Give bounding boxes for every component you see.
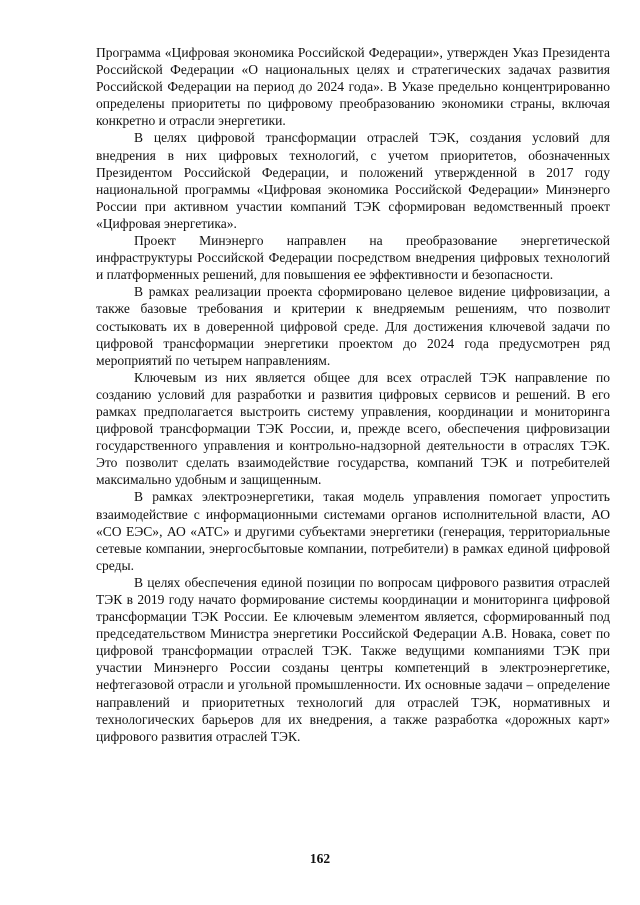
paragraph-4: В рамках реализации проекта сформировано целевое видение цифровизации, а также базовые требования и критерии к внедряемым решениям, что позволит состыковать их в доверенной цифровой среде. Для достижения ключевой задачи по цифровой трансформации энергетики проектом до 2024 года предусмотрен ряд мероприятий по четырем направлениям. (96, 284, 610, 368)
paragraph-5: Ключевым из них является общее для всех отраслей ТЭК направление по созданию условий для разработки и развития цифровых сервисов и решений. В его рамках предполагается выстроить систему управления, координации и мониторинга цифровой трансформации ТЭК России, и, прежде всего, обеспечения цифровизации государственного управления и контрольно-надзорной деятельности в отраслях ТЭК. Это позволит сделать взаимодействие государства, компаний ТЭК и потребителей максимально удобным и защищенным. (96, 369, 610, 488)
paragraph-2: В целях цифровой трансформации отраслей ТЭК, создания условий для внедрения в них цифровых технологий, с учетом приоритетов, обозначенных Президентом Российской Федерации, и положений утвержденной в 2017 году национальной программы «Цифровая экономика Российской Федерации» Минэнерго России при активном участии компаний ТЭК сформирован ведомственный проект «Цифровая энергетика». (96, 130, 610, 231)
paragraph-7: В целях обеспечения единой позиции по вопросам цифрового развития отраслей ТЭК в 2019 году начато формирование системы координации и мониторинга цифровой трансформации ТЭК России. Ее ключевым элементом является, сформированный под председательством Министра энергетики Российской Федерации А.В. Новака, совет по цифровой трансформации отраслей ТЭК. Также ведущими компаниями ТЭК при участии Минэнерго России созданы центры компетенций в электроэнергетике, нефтегазовой отрасли и угольной промышленности. Их основные задачи – определение направлений и приоритетных технологий для отраслей ТЭК, нормативных и технологических барьеров для их внедрения, а также разработка «дорожных карт» цифрового развития отраслей ТЭК. (96, 574, 610, 744)
document-body (96, 44, 610, 745)
paragraph-6: В рамках электроэнергетики, такая модель управления помогает упростить взаимодействие с информационными системами органов исполнительной власти, АО «СО ЕЭС», АО «АТС» и другими субъектами энергетики (генерация, территориальные сетевые компании, энергосбытовые компании, потребители) в рамках единой цифровой среды. (96, 489, 610, 573)
page-number: 162 (309, 851, 331, 866)
paragraph-3: Проект Минэнерго направлен на преобразование энергетической инфраструктуры Российской Федерации посредством внедрения цифровых технологий и платформенных решений, для повышения ее эффективности и безопасности. (96, 233, 610, 283)
paragraph-1: Программа «Цифровая экономика Российской Федерации», утвержден Указ Президента Российской Федерации «О национальных целях и стратегических задачах развития Российской Федерации на период до 2024 года». В Указе предельно концентрированно определены приоритеты по цифровому преобразованию экономики страны, включая конкретно и отрасли энергетики. (96, 45, 610, 129)
